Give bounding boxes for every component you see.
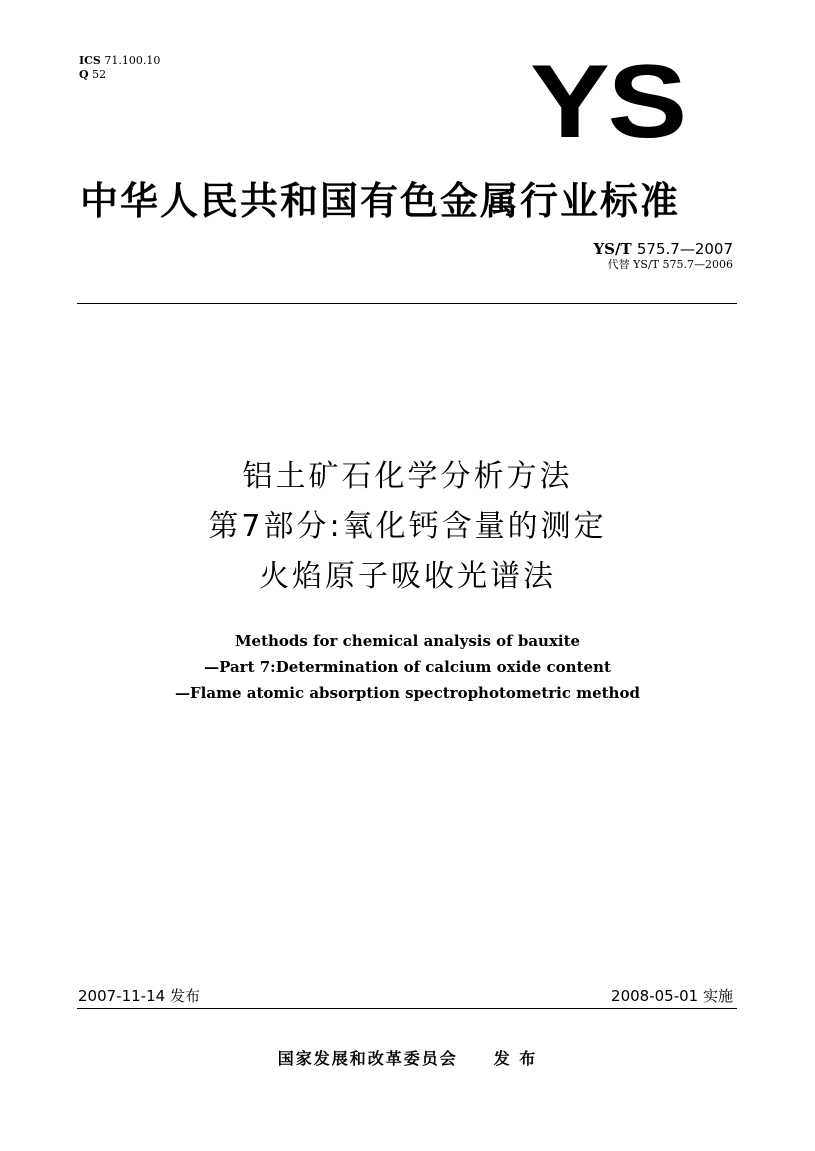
bottom-divider (77, 1008, 737, 1009)
main-title: 中华人民共和国有色金属行业标准 (80, 179, 681, 223)
classification-codes (79, 54, 160, 82)
chinese-title-line3: 火焰原子吸收光谱法 (259, 559, 556, 594)
english-title-line1: Methods for chemical analysis of bauxite (234, 632, 581, 650)
standard-number-block (593, 240, 733, 272)
issuer-line (0, 1046, 815, 1069)
ics-code: ICS 71.100.10 (79, 54, 161, 67)
q-code: Q 52 (79, 68, 107, 81)
standard-number: YS/T 575.7—2007 (593, 240, 733, 258)
english-title-line3: —Flame atomic absorption spectrophotometric method (175, 684, 640, 702)
chinese-title (0, 452, 815, 602)
issue-date: 2007-11-14 发布 (78, 987, 200, 1005)
english-title-line2: —Part 7:Determination of calcium oxide content (204, 658, 611, 676)
issuer-action: 发 布 (493, 1049, 538, 1068)
replaces-standard: 代替 YS/T 575.7—2006 (607, 258, 733, 271)
implementation-date: 2008-05-01 实施 (611, 987, 733, 1005)
ys-logo: YS (530, 44, 685, 160)
chinese-title-line2: 第7部分:氧化钙含量的测定 (208, 509, 607, 544)
issuer-name: 国家发展和改革委员会 (277, 1049, 458, 1068)
english-title (0, 628, 815, 706)
chinese-title-line1: 铝土矿石化学分析方法 (242, 459, 573, 494)
top-divider (77, 303, 737, 304)
